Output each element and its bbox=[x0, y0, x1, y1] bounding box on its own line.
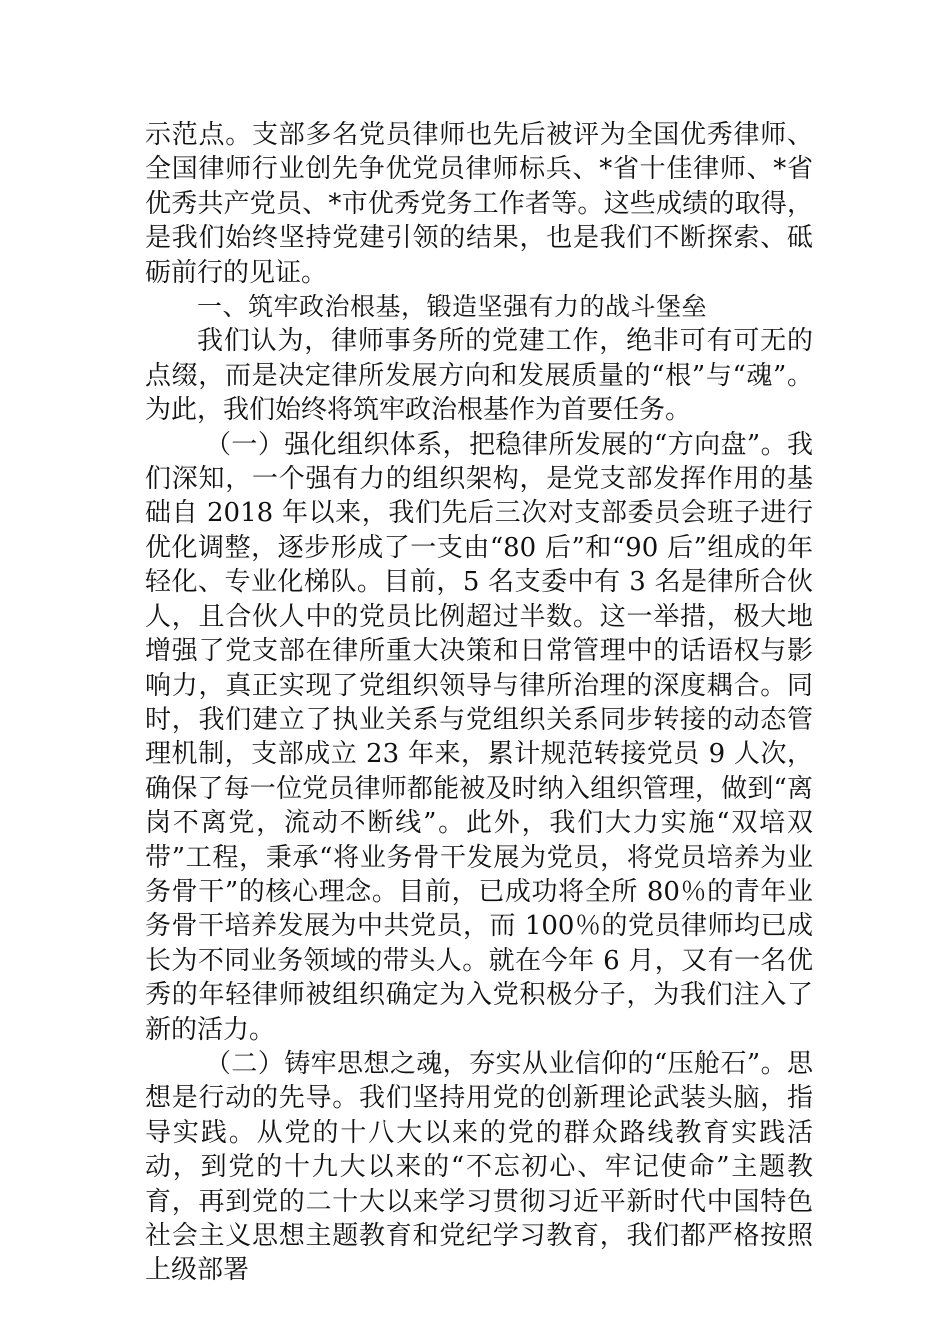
paragraph-subsection-2: （二）铸牢思想之魂，夯实从业信仰的“压舱石”。思想是行动的先导。我们坚持用党的创新理论武装头脑，指导实践。从党的十八大以来的党的群众路线教育实践活动，到党的十九大以来的“不忘初心、牢记使命”主题教育，再到党的二十大以来学习贯彻习近平新时代中国特色社会主义思想主题教育和党纪学习教育，我们都严格按照上级部署 bbox=[145, 1048, 813, 1286]
section-heading: 一、筑牢政治根基，锻造坚强有力的战斗堡垒 bbox=[197, 292, 708, 322]
paragraph-subsection-1: （一）强化组织体系，把稳律所发展的“方向盘”。我们深知，一个强有力的组织架构，是党支部发挥作用的基础自 2018 年以来，我们先后三次对支部委员会班子进行优化调整，逐步形成了一支由“80 后”和“90 后”组成的年轻化、专业化梯队。目前，5 名支委中有 3 名是律所合伙人，且合伙人中的党员比例超过半数。这一举措，极大地增强了党支部在律所重大决策和日常管理中的话语权与影响力，真正实现了党组织领导与律所治理的深度耦合。同时，我们建立了执业关系与党组织关系同步转接的动态管理机制，支部成立 23 年来，累计规范转接党员 9 人次，确保了每一位党员律师都能被及时纳入组织管理，做到“离岗不离党，流动不断线”。此外，我们大力实施“双培双带”工程，秉承“将业务骨干发展为党员，将党员培养为业务骨干”的核心理念。目前，已成功将全所 80％的青年业务骨干培养发展为中共党员，而 100％的党员律师均已成长为不同业务领域的带头人。就在今年 6 月，又有一名优秀的年轻律师被组织确定为入党积极分子，为我们注入了新的活力。 bbox=[145, 429, 813, 1045]
document-body bbox=[145, 118, 813, 1288]
paragraph-section-intro: 我们认为，律师事务所的党建工作，绝非可有可无的点缀，而是决定律所发展方向和发展质量的“根”与“魂”。为此，我们始终将筑牢政治根基作为首要任务。 bbox=[145, 326, 813, 426]
paragraph-intro: 示范点。支部多名党员律师也先后被评为全国优秀律师、全国律师行业创先争优党员律师标兵、*省十佳律师、*省优秀共产党员、*市优秀党务工作者等。这些成绩的取得，是我们始终坚持党建引领的结果，也是我们不断探索、砥砺前行的见证。 bbox=[145, 120, 813, 288]
